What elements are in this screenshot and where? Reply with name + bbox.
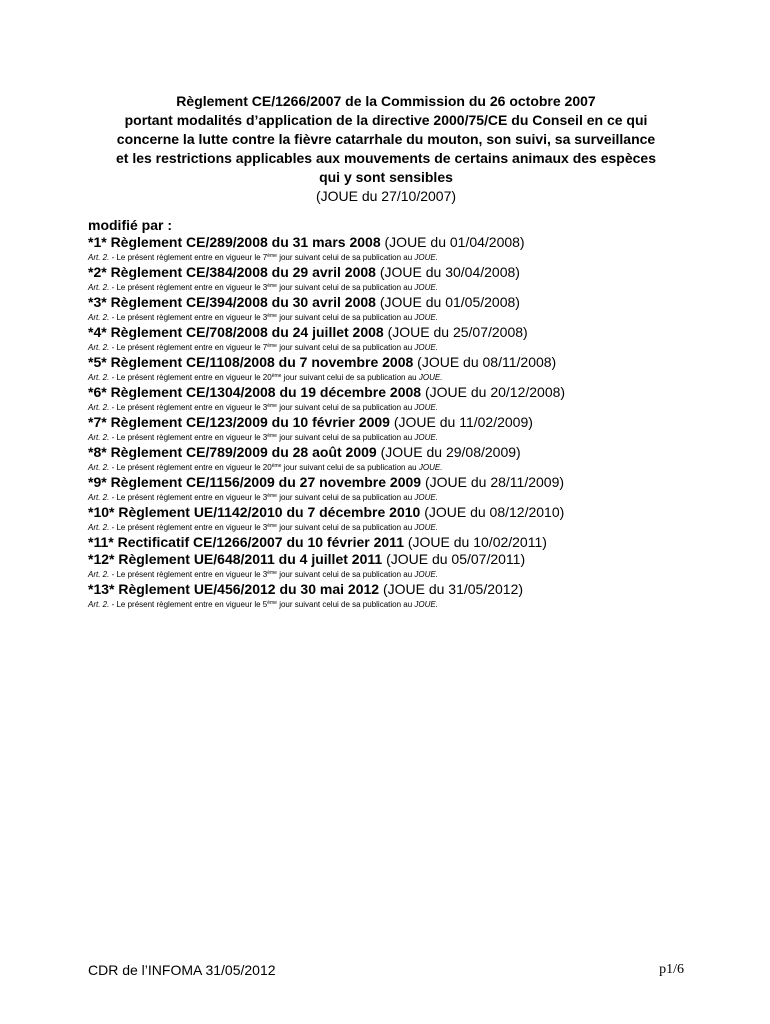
title-publication: (JOUE du 27/10/2007) xyxy=(315,188,457,204)
note-joue-label: JOUE. xyxy=(414,493,438,502)
note-ordinal-suffix: ème xyxy=(267,253,277,259)
title-line-4: et les restrictions applicables aux mouvements de certains animaux des espèces xyxy=(115,150,657,166)
amendment-entry-into-force-note xyxy=(88,341,728,354)
note-ordinal-suffix: ème xyxy=(271,463,282,469)
footer-source: CDR de l’INFOMA 31/05/2012 xyxy=(88,962,276,978)
note-text-after: jour suivant celui de sa publication au xyxy=(279,343,413,352)
amendment-heading xyxy=(88,474,728,491)
note-text-before: - Le présent règlement entre en vigueur le 20 xyxy=(111,373,272,382)
amendment-publication: (JOUE du 29/08/2009) xyxy=(380,444,521,460)
note-text-after: jour suivant celui de sa publication au xyxy=(279,570,413,579)
note-text-before: - Le présent règlement entre en vigueur le 3 xyxy=(111,570,268,579)
note-article-label: Art. 2. xyxy=(88,343,110,352)
amendment-reference: *8* Règlement CE/789/2009 du 28 août 2009 xyxy=(88,444,377,460)
amendments-list xyxy=(88,234,728,611)
amendment-heading xyxy=(88,324,728,341)
note-text-before: - Le présent règlement entre en vigueur le 5 xyxy=(111,600,268,609)
note-ordinal-suffix: ème xyxy=(267,600,277,606)
amendment-reference: *7* Règlement CE/123/2009 du 10 février 2009 xyxy=(88,414,390,430)
amendment-entry-into-force-note xyxy=(88,251,728,264)
note-joue-label: JOUE. xyxy=(414,433,438,442)
note-article-label: Art. 2. xyxy=(88,600,110,609)
note-article-label: Art. 2. xyxy=(88,373,110,382)
note-joue-label: JOUE. xyxy=(414,253,438,262)
title-line-5: qui y sont sensibles xyxy=(319,169,453,185)
amendment-item xyxy=(88,234,728,264)
note-ordinal-suffix: ème xyxy=(267,283,277,289)
amendments-section xyxy=(88,216,728,611)
title-line-2: portant modalités d’application de la directive 2000/75/CE du Conseil en ce qui xyxy=(124,112,648,128)
note-joue-label: JOUE. xyxy=(414,570,438,579)
amendment-item xyxy=(88,581,728,611)
note-text-before: - Le présent règlement entre en vigueur le 3 xyxy=(111,523,268,532)
note-ordinal-suffix: ème xyxy=(267,523,277,529)
amendment-reference: *10* Règlement UE/1142/2010 du 7 décembre 2010 xyxy=(88,504,421,520)
note-joue-label: JOUE. xyxy=(414,403,438,412)
amendment-reference: *6* Règlement CE/1304/2008 du 19 décembre 2008 xyxy=(88,384,422,400)
amendment-publication: (JOUE du 01/05/2008) xyxy=(379,294,520,310)
note-text-before: - Le présent règlement entre en vigueur le 3 xyxy=(111,283,268,292)
note-article-label: Art. 2. xyxy=(88,253,110,262)
title-line-1: Règlement CE/1266/2007 de la Commission du 26 octobre 2007 xyxy=(176,93,596,109)
note-text-after: jour suivant celui de sa publication au xyxy=(279,253,413,262)
amendment-publication: (JOUE du 31/05/2012) xyxy=(382,581,524,597)
title-line-3: concerne la lutte contre la fièvre catarrhale du mouton, son suivi, sa surveillance xyxy=(116,131,656,147)
note-ordinal-suffix: ème xyxy=(267,343,277,349)
note-article-label: Art. 2. xyxy=(88,463,110,472)
note-text-after: jour suivant celui de sa publication au xyxy=(279,283,413,292)
amendment-publication: (JOUE du 11/02/2009) xyxy=(393,414,533,430)
note-text-after: jour suivant celui de sa publication au xyxy=(279,403,413,412)
amendment-reference: *3* Règlement CE/394/2008 du 30 avril 2008 xyxy=(88,294,376,310)
amendment-reference: *11* Rectificatif CE/1266/2007 du 10 février 2011 xyxy=(88,534,404,550)
note-text-before: - Le présent règlement entre en vigueur le 7 xyxy=(111,253,268,262)
note-text-before: - Le présent règlement entre en vigueur le 3 xyxy=(111,313,268,322)
amendment-publication: (JOUE du 08/12/2010) xyxy=(424,504,565,520)
note-text-before: - Le présent règlement entre en vigueur le 3 xyxy=(111,403,268,412)
note-text-after: jour suivant celui de sa publication au xyxy=(279,523,413,532)
amendment-reference: *5* Règlement CE/1108/2008 du 7 novembre 2008 xyxy=(88,354,414,370)
amendment-item xyxy=(88,324,728,354)
note-article-label: Art. 2. xyxy=(88,313,110,322)
note-text-before: - Le présent règlement entre en vigueur le 3 xyxy=(111,493,268,502)
amendment-item xyxy=(88,414,728,444)
amendment-reference: *1* Règlement CE/289/2008 du 31 mars 2008 xyxy=(88,234,381,250)
amendment-entry-into-force-note xyxy=(88,431,728,444)
amendment-heading xyxy=(88,581,728,598)
amendment-entry-into-force-note xyxy=(88,311,728,324)
note-text-after: jour suivant celui de sa publication au xyxy=(279,600,413,609)
note-ordinal-suffix: ème xyxy=(271,373,282,379)
amendment-publication: (JOUE du 01/04/2008) xyxy=(384,234,525,250)
amendment-entry-into-force-note xyxy=(88,598,728,611)
modified-by-label: modifié par : xyxy=(88,217,173,233)
amendment-reference: *12* Règlement UE/648/2011 du 4 juillet 2011 xyxy=(88,551,383,567)
amendment-heading xyxy=(88,551,728,568)
amendment-publication: (JOUE du 28/11/2009) xyxy=(424,474,565,490)
note-joue-label: JOUE. xyxy=(414,283,438,292)
note-text-before: - Le présent règlement entre en vigueur le 7 xyxy=(111,343,268,352)
note-ordinal-suffix: ème xyxy=(267,493,277,499)
amendment-heading xyxy=(88,384,728,401)
footer-page-number: p1/6 xyxy=(659,962,684,977)
note-text-after: jour suivant celui de sa publication au xyxy=(283,373,417,382)
amendment-entry-into-force-note xyxy=(88,371,728,384)
note-text-before: - Le présent règlement entre en vigueur le 20 xyxy=(111,463,272,472)
note-text-after: jour suivant celui de sa publication au xyxy=(283,463,417,472)
amendment-publication: (JOUE du 05/07/2011) xyxy=(386,551,526,567)
amendment-publication: (JOUE du 25/07/2008) xyxy=(387,324,528,340)
amendment-heading xyxy=(88,294,728,311)
note-ordinal-suffix: ème xyxy=(267,570,277,576)
amendment-heading xyxy=(88,354,728,371)
amendment-heading xyxy=(88,264,728,281)
amendment-publication: (JOUE du 30/04/2008) xyxy=(379,264,520,280)
amendment-entry-into-force-note xyxy=(88,281,728,294)
note-text-after: jour suivant celui de sa publication au xyxy=(279,433,413,442)
note-joue-label: JOUE. xyxy=(418,463,443,472)
amendment-heading xyxy=(88,234,728,251)
note-joue-label: JOUE. xyxy=(414,523,438,532)
amendment-publication: (JOUE du 10/02/2011) xyxy=(407,534,547,550)
note-article-label: Art. 2. xyxy=(88,403,110,412)
note-joue-label: JOUE. xyxy=(414,600,438,609)
amendment-entry-into-force-note xyxy=(88,568,728,581)
amendment-entry-into-force-note xyxy=(88,491,728,504)
note-text-after: jour suivant celui de sa publication au xyxy=(279,493,413,502)
note-joue-label: JOUE. xyxy=(418,373,443,382)
amendment-reference: *13* Règlement UE/456/2012 du 30 mai 2012 xyxy=(88,581,380,597)
amendment-item xyxy=(88,354,728,384)
amendment-publication: (JOUE du 08/11/2008) xyxy=(417,354,557,370)
note-ordinal-suffix: ème xyxy=(267,433,277,439)
amendment-entry-into-force-note xyxy=(88,461,728,474)
note-article-label: Art. 2. xyxy=(88,493,110,502)
note-article-label: Art. 2. xyxy=(88,283,110,292)
amendment-item xyxy=(88,551,728,581)
note-article-label: Art. 2. xyxy=(88,433,110,442)
amendment-reference: *9* Règlement CE/1156/2009 du 27 novembre 2009 xyxy=(88,474,422,490)
amendment-heading xyxy=(88,414,728,431)
amendment-item xyxy=(88,264,728,294)
amendment-reference: *4* Règlement CE/708/2008 du 24 juillet 2008 xyxy=(88,324,384,340)
note-article-label: Art. 2. xyxy=(88,570,110,579)
amendment-reference: *2* Règlement CE/384/2008 du 29 avril 2008 xyxy=(88,264,376,280)
amendment-item xyxy=(88,504,728,534)
amendment-heading xyxy=(88,444,728,461)
amendment-heading xyxy=(88,534,728,551)
note-joue-label: JOUE. xyxy=(414,313,438,322)
amendment-item xyxy=(88,384,728,414)
note-article-label: Art. 2. xyxy=(88,523,110,532)
note-text-before: - Le présent règlement entre en vigueur le 3 xyxy=(111,433,268,442)
document-title-block xyxy=(60,92,712,206)
amendment-entry-into-force-note xyxy=(88,401,728,414)
note-ordinal-suffix: ème xyxy=(267,403,277,409)
amendment-publication: (JOUE du 20/12/2008) xyxy=(424,384,566,400)
amendment-item xyxy=(88,534,728,551)
amendment-item xyxy=(88,294,728,324)
amendment-item xyxy=(88,474,728,504)
note-text-after: jour suivant celui de sa publication au xyxy=(279,313,413,322)
amendment-item xyxy=(88,444,728,474)
note-joue-label: JOUE. xyxy=(414,343,438,352)
amendment-entry-into-force-note xyxy=(88,521,728,534)
amendment-heading xyxy=(88,504,728,521)
note-ordinal-suffix: ème xyxy=(267,313,277,319)
